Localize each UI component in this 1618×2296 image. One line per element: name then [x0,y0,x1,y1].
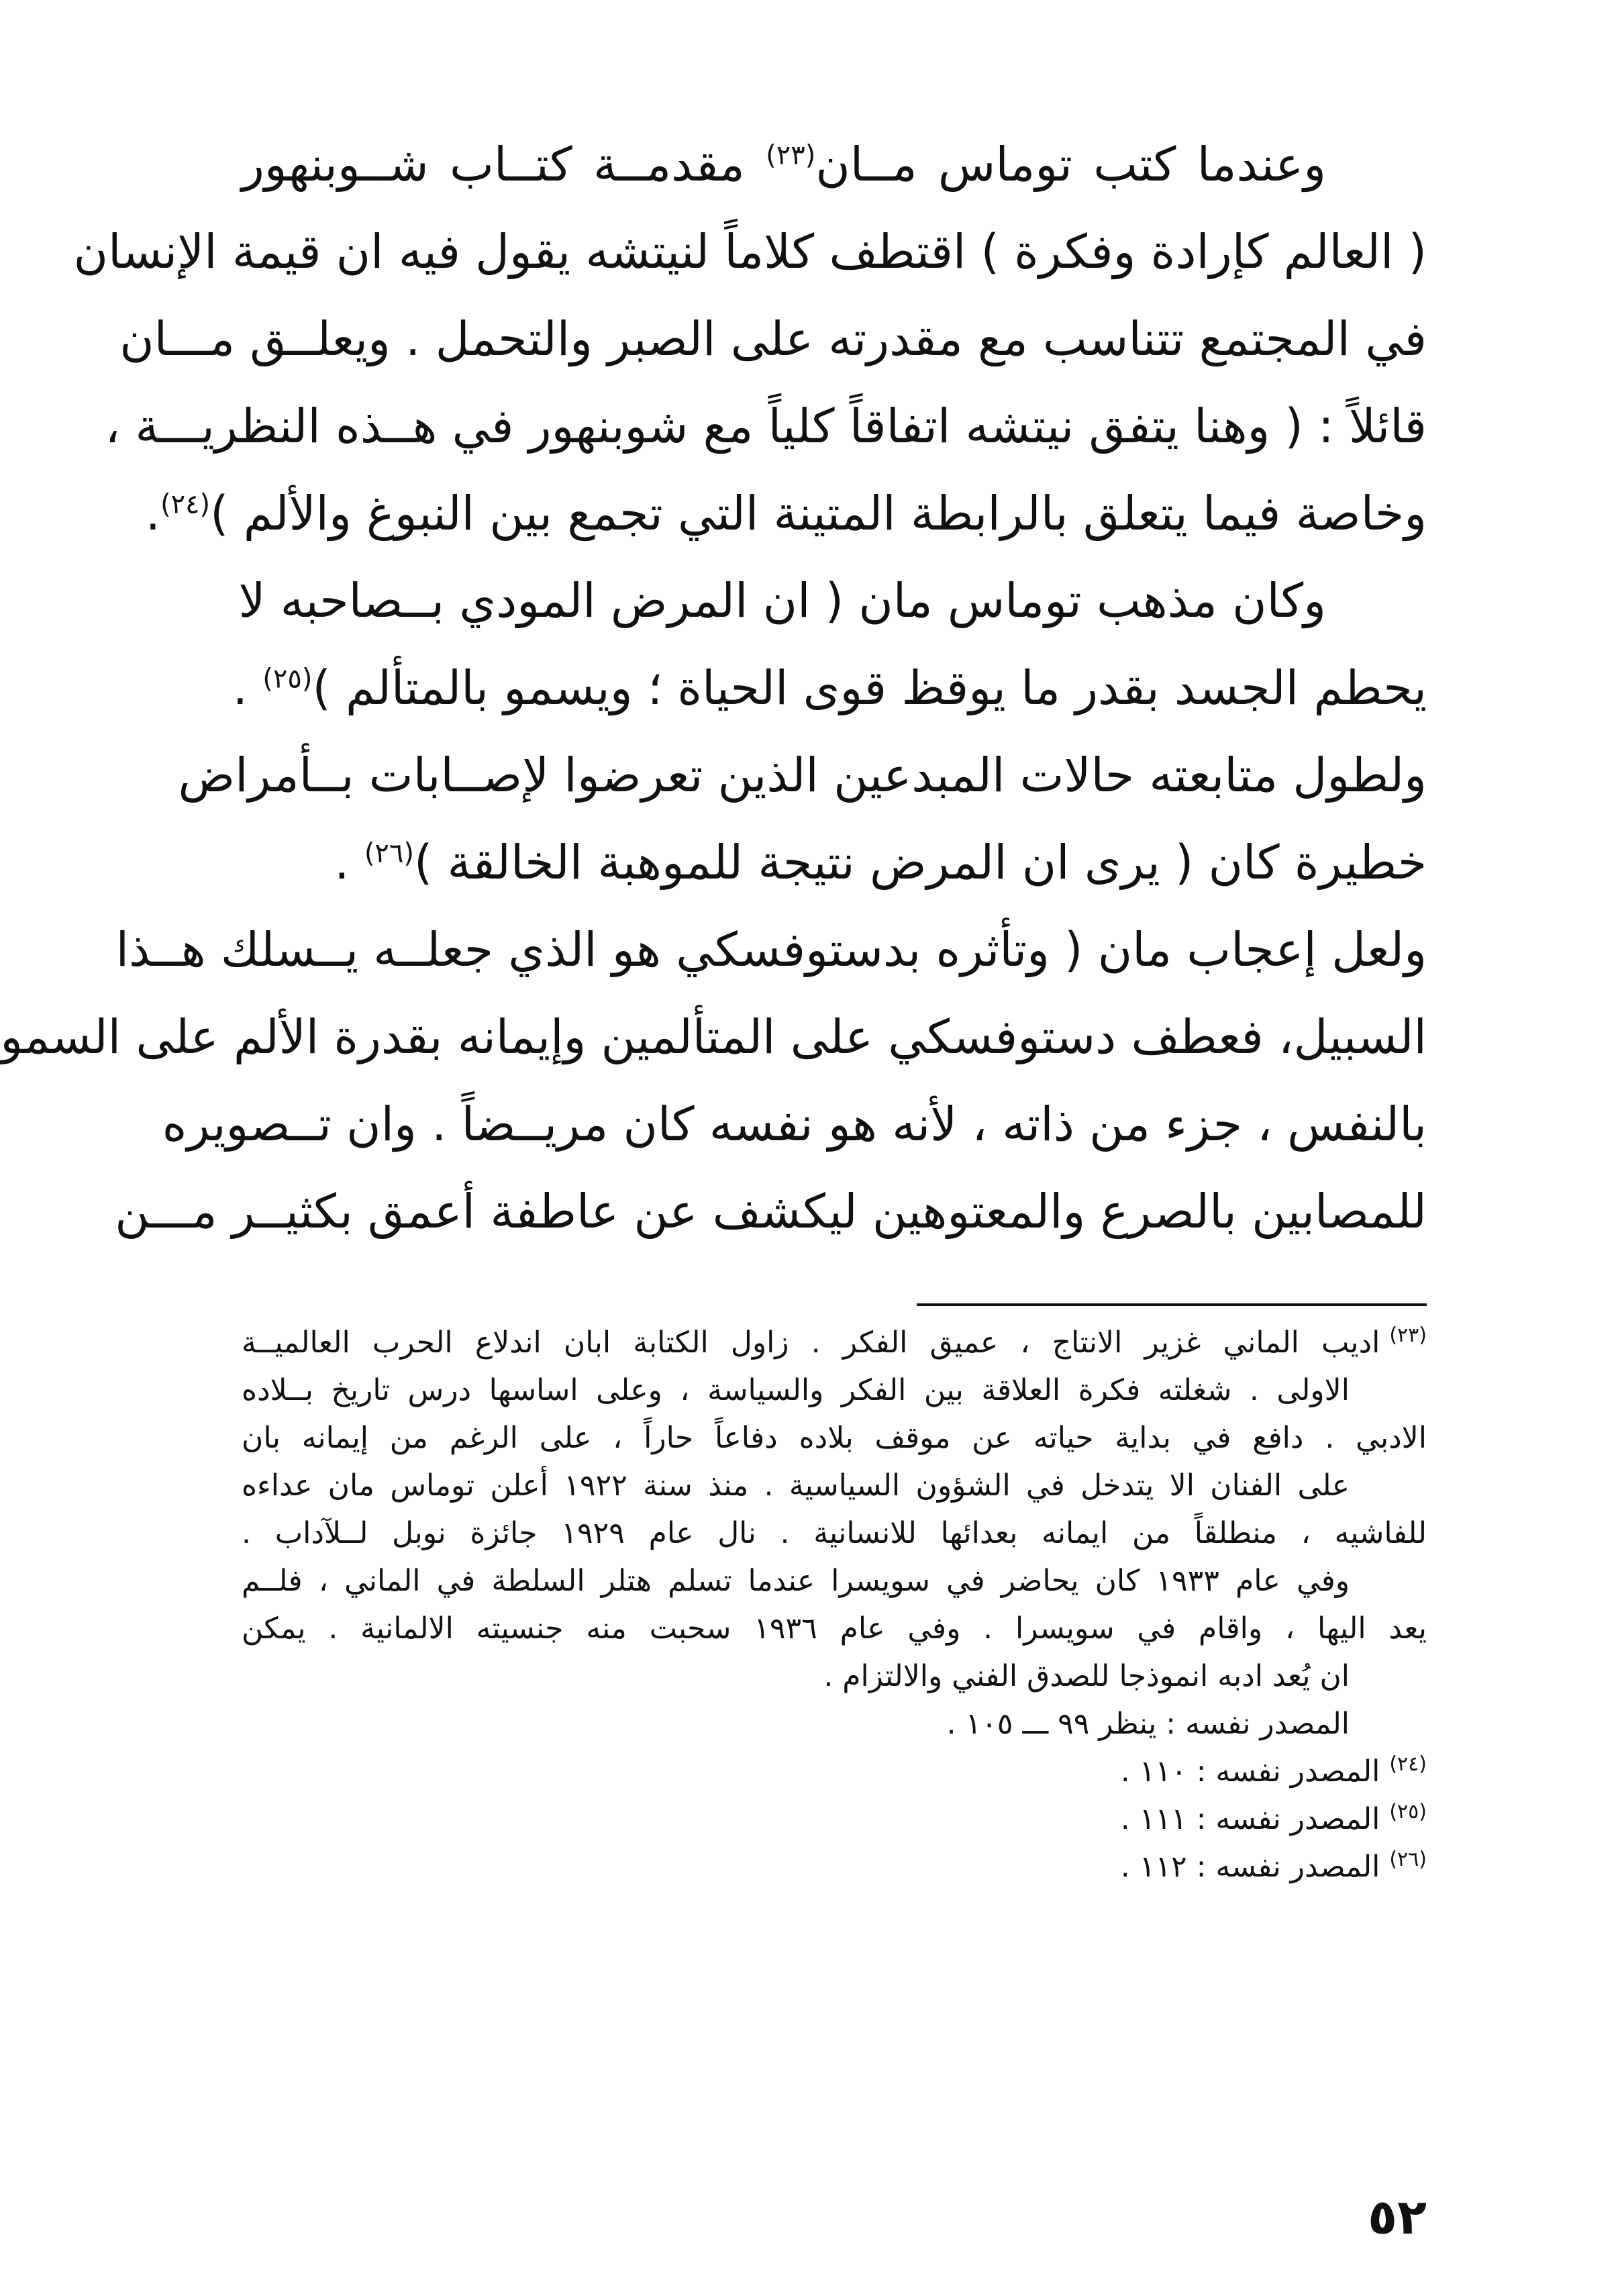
body-line-text: للمصابين بالصرع والمعتوهين ليكشف عن عاطفة أعمق بكثيــر مـــن [115,1184,1427,1239]
body-line [238,557,1427,644]
footnote-line [242,1462,1427,1509]
footnote-text: الادبي . دافع في بداية حياته عن موقف بلاده دفاعاً حاراً ، على الرغم من إيمانه بان [242,1421,1427,1455]
footnote-text: ان يُعد ادبه انموذجا للصدق الفني والالتزام . [823,1659,1350,1693]
footnote-divider [917,1303,1427,1306]
page-number: ٥٢ [1368,2189,1427,2245]
footnote-line [242,1605,1427,1652]
body-line [178,732,1427,819]
body-line-text: وخاصة فيما يتعلق بالرابطة المتينة التي تجمع بين النبوغ والألم ) [210,486,1427,541]
body-line-text: مقدمــة كتــاب شــوبنهور [242,137,766,192]
body-line-text: . [334,835,364,890]
body-line-text: ولعل إعجاب مان ( وتأثره بدستوفسكي هو الذي جعلــه يــسلك هــذا [115,922,1427,977]
footnote-line [242,1557,1427,1605]
footnote-23: (٢٣)اديب الماني غزير الانتاج ، عميق الفكر . زاول الكتابة ابان اندلاع الحرب العالميــة [242,1324,1427,1360]
body-line [145,470,1427,557]
body-line-text: . [232,660,263,715]
footnote-24: (٢٤)المصدر نفسه : ١١٠ . [1120,1752,1427,1789]
footnote-text: المصدر نفسه : ١١٢ . [1120,1850,1380,1884]
footnote-text: وفي عام ١٩٣٣ كان يحاضر في سويسرا عندما تسلم هتلر السلطة في الماني ، فلــم [242,1564,1350,1598]
body-line [105,383,1427,470]
footnote-line [242,1652,1427,1700]
body-line-text: . [145,486,160,541]
footnote-line [242,1414,1427,1462]
body-line [115,906,1427,993]
body-line [242,121,1427,208]
body-line [242,819,1427,906]
body-line [119,295,1427,383]
body-line-text: خطيرة كان ( يرى ان المرض نتيجة للموهبة الخالقة ) [414,835,1427,890]
body-line-text: يحطم الجسد بقدر ما يوقظ قوى الحياة ؛ ويسمو بالمتألم ) [312,660,1427,715]
footnote-line [242,1509,1427,1557]
footnote-text: على الفنان الا يتدخل في الشؤون السياسية . منذ سنة ١٩٢٢ أعلن توماس مان عداءه [242,1468,1350,1503]
footnote-ref: (٢٥) [262,663,313,695]
body-line [115,1168,1427,1255]
body-line-text: السبيل، فعطف دستوفسكي على المتألمين وإيمانه بقدرة الألم على السمو [0,1009,1427,1064]
footnote-source [242,1700,1427,1748]
body-line [73,208,1427,295]
footnote-line [242,1366,1427,1414]
body-line-text: قائلاً : ( وهنا يتفق نيتشه اتفاقاً كلياً مع شوبنهور في هــذه النظريـــة ، [105,399,1427,454]
body-line [232,644,1427,732]
body-line-text: وعندما كتب توماس مــان [815,137,1326,192]
footnote-ref: (٢٤) [160,489,211,520]
footnotes [242,1319,1427,1891]
footnote-26: (٢٦)المصدر نفسه : ١١٢ . [1120,1848,1427,1884]
body-line [162,1081,1427,1168]
body-line-text: ( العالم كإرادة وفكرة ) اقتطف كلاماً لنيتشه يقول فيه ان قيمة الإنسان [73,224,1427,279]
footnote-text: الاولى . شغلته فكرة العلاقة بين الفكر والسياسة ، وعلى اساسها درس تاريخ بــلاده [242,1373,1350,1407]
footnote-text: المصدر نفسه : ١١٠ . [1120,1754,1380,1789]
footnote-ref: (٢٦) [364,838,414,869]
footnote-text: يعد اليها ، واقام في سويسرا . وفي عام ١٩٣٦ سحبت منه جنسيته الالمانية . يمكن [242,1611,1427,1646]
body-line-text: وكان مذهب توماس مان ( ان المرض المودي بــصاحبه لا [238,573,1326,628]
footnote-text: المصدر نفسه : ينظر ٩٩ ـــ ١٠٥ . [946,1707,1350,1741]
body-text [0,121,1427,1255]
footnote-ref: (٢٣) [766,140,816,171]
body-line-text: في المجتمع تتناسب مع مقدرته على الصبر والتحمل . ويعلــق مـــان [119,311,1427,366]
body-line [0,993,1427,1081]
footnote-text: المصدر نفسه : ١١١ . [1120,1802,1380,1836]
footnote-text: للفاشيه ، منطلقاً من ايمانه بعدائها للانسانية . نال عام ١٩٢٩ جائزة نوبل لــلآداب . [242,1516,1427,1550]
body-line-text: ولطول متابعته حالات المبدعين الذين تعرضوا لإصــابات بــأمراض [178,748,1427,803]
footnote-text: اديب الماني غزير الانتاج ، عميق الفكر . زاول الكتابة ابان اندلاع الحرب العالميــة [242,1326,1380,1360]
body-line-text: بالنفس ، جزء من ذاته ، لأنه هو نفسه كان مريــضاً . وان تــصويره [162,1097,1427,1152]
footnote-25: (٢٥)المصدر نفسه : ١١١ . [1120,1800,1427,1836]
